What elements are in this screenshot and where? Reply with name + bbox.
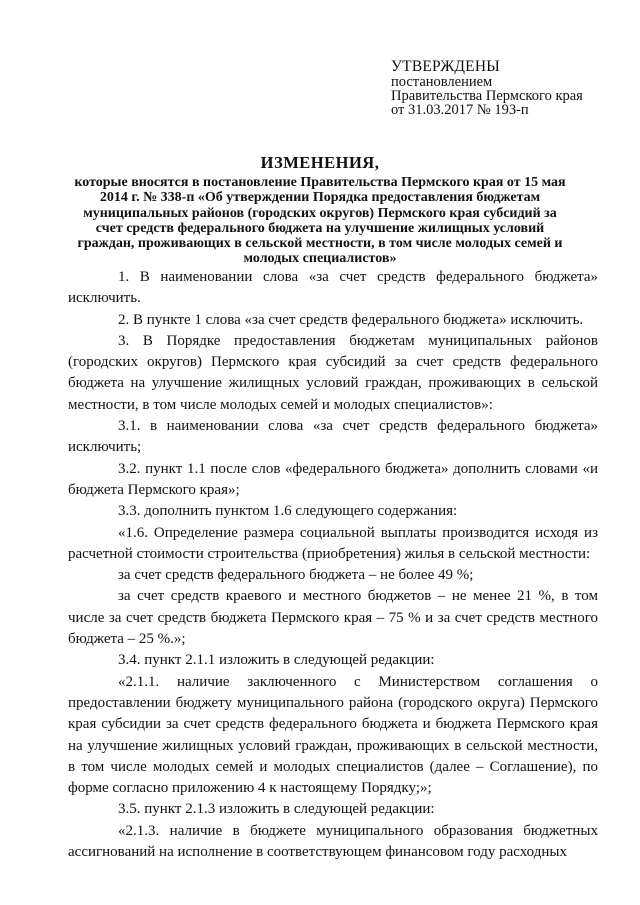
- paragraph: «1.6. Определение размера социальной выплаты производится исходя из расчетной стоимости строительства (приобретения) жилья в сельской местности:: [68, 524, 598, 562]
- document-title: ИЗМЕНЕНИЯ,: [260, 153, 380, 172]
- paragraph: за счет средств краевого и местного бюджетов – не менее 21 %, в том числе за счет средств бюджета Пермского края – 75 % и за счет средств местного бюджета – 25 %.»;: [68, 588, 598, 648]
- paragraph: «2.1.3. наличие в бюджете муниципального образования бюджетных ассигнований на исполнение в соответствующем финансовом году расходных: [68, 822, 598, 861]
- paragraph: 3.1. в наименовании слова «за счет средств федерального бюджета» исключить;: [68, 418, 598, 456]
- approval-title: УТВЕРЖДЕНЫ: [391, 58, 500, 75]
- paragraph: 3. В Порядке предоставления бюджетам муниципальных районов (городских округов) Пермского края субсидий за счет средств федерального бюджета на улучшение жилищных условий граждан, проживающих в сельской местности, в том числе молодых семей и молодых специалистов»:: [68, 332, 598, 413]
- document-body: [68, 267, 598, 863]
- approval-line: от 31.03.2017 № 193-п: [391, 102, 529, 118]
- paragraph: 3.3. дополнить пунктом 1.6 следующего содержания:: [118, 503, 458, 520]
- approval-line: постановлением: [391, 74, 493, 90]
- approval-line: Правительства Пермского края: [391, 88, 583, 104]
- paragraph: 2. В пункте 1 слова «за счет средств федерального бюджета» исключить.: [118, 311, 584, 328]
- document-subtitle: которые вносятся в постановление Правительства Пермского края от 15 мая 2014 г. № 338-п «Об утверждении Порядка предоставления бюджетам муниципальных районов (городских округов) Пермского края субсидий за счет средств федерального бюджета на улучшение жилищных условий граждан, проживающих в сельской местности, в том числе молодых семей и молодых специалистов»: [74, 175, 566, 267]
- paragraph: «2.1.1. наличие заключенного с Министерством соглашения о предоставлении бюджету муниципального района (городского округа) Пермского края субсидии за счет средств федерального бюджета и бюджета Пермского края на улучшение жилищных условий граждан, проживающих в сельской местности, в том числе молодых семей и молодых специалистов (далее – Соглашение), по форме согласно приложению 4 к настоящему Порядку;»;: [68, 673, 598, 797]
- paragraph: за счет средств федерального бюджета – не более 49 %;: [118, 567, 474, 584]
- paragraph: 1. В наименовании слова «за счет средств федерального бюджета» исключить.: [68, 269, 598, 307]
- paragraph: 3.5. пункт 2.1.3 изложить в следующей редакции:: [118, 801, 435, 818]
- paragraph: 3.4. пункт 2.1.1 изложить в следующей редакции:: [118, 652, 435, 669]
- document-heading: [60, 153, 580, 267]
- paragraph: 3.2. пункт 1.1 после слов «федерального бюджета» дополнить словами «и бюджета Пермского края»;: [68, 460, 598, 498]
- approval-stamp: [391, 58, 621, 117]
